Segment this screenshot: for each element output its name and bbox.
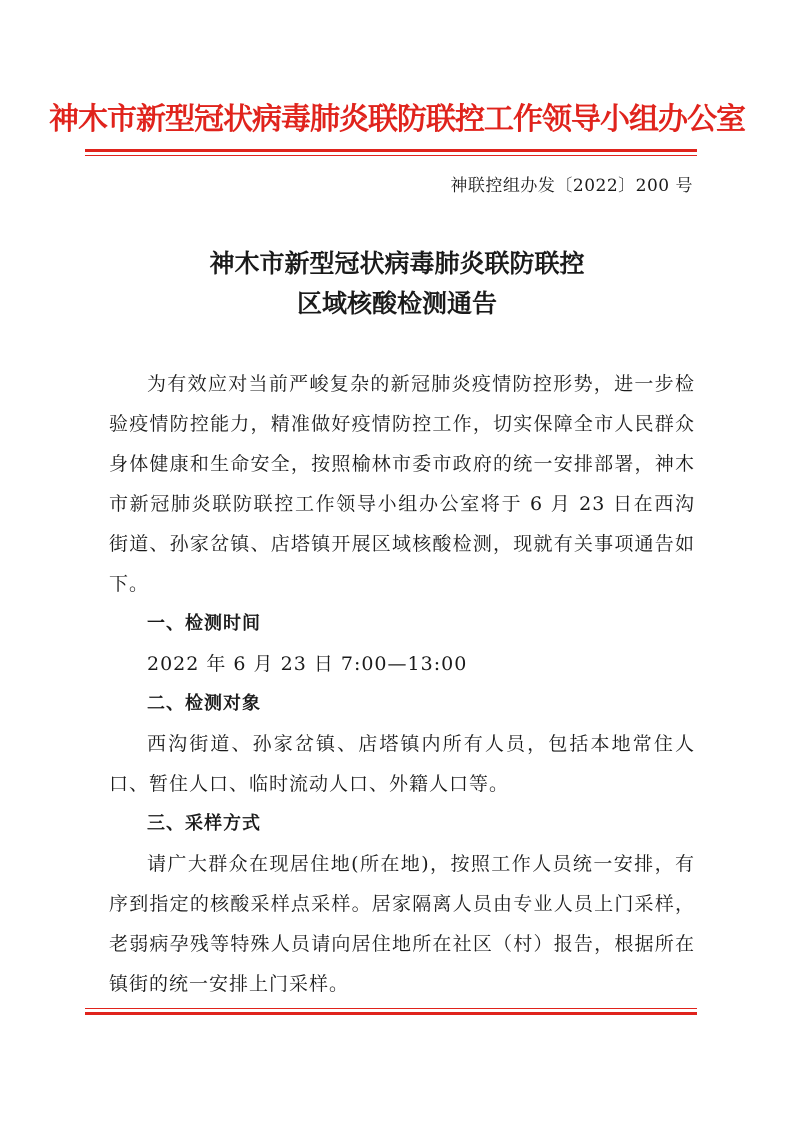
section-heading-targets: 二、检测对象 — [147, 693, 261, 714]
issuer-header: 神木市新型冠状病毒肺炎联防联控工作领导小组办公室 — [49, 102, 745, 137]
footer-rule-thin — [85, 1008, 697, 1009]
intro-paragraph: 为有效应对当前严峻复杂的新冠肺炎疫情防控形势，进一步检验疫情防控能力，精准做好疫情防控工作，切实保障全市人民群众身体健康和生命安全，按照榆林市委市政府的统一安排部署，神木市新冠肺炎联防联控工作领导小组办公室将于 6 月 23 日在西沟街道、孙家岔镇、店塔镇开展区域核酸检测，现就有关事项通告如下。 — [109, 373, 695, 595]
header-rule-thick — [85, 149, 697, 152]
notice-title-line1: 神木市新型冠状病毒肺炎联防联控 — [209, 249, 585, 278]
notice-title-line2: 区域核酸检测通告 — [296, 289, 497, 318]
section-text-time: 2022 年 6 月 23 日 7:00—13:00 — [147, 653, 468, 675]
notice-body — [109, 364, 695, 1004]
section-text-targets: 西沟街道、孙家岔镇、店塔镇内所有人员，包括本地常住人口、暂住人口、临时流动人口、外籍人口等。 — [109, 733, 695, 795]
document-number: 神联控组办发〔2022〕200 号 — [450, 176, 693, 196]
section-heading-time: 一、检测时间 — [147, 613, 261, 634]
section-heading-sampling: 三、采样方式 — [147, 813, 261, 834]
section-text-sampling: 请广大群众在现居住地(所在地)，按照工作人员统一安排，有序到指定的核酸采样点采样。居家隔离人员由专业人员上门采样，老弱病孕残等特殊人员请向居住地所在社区（村）报告，根据所在镇街的统一安排上门采样。 — [109, 853, 695, 995]
footer-rule-thick — [85, 1012, 697, 1015]
header-rule-thin — [85, 155, 697, 156]
